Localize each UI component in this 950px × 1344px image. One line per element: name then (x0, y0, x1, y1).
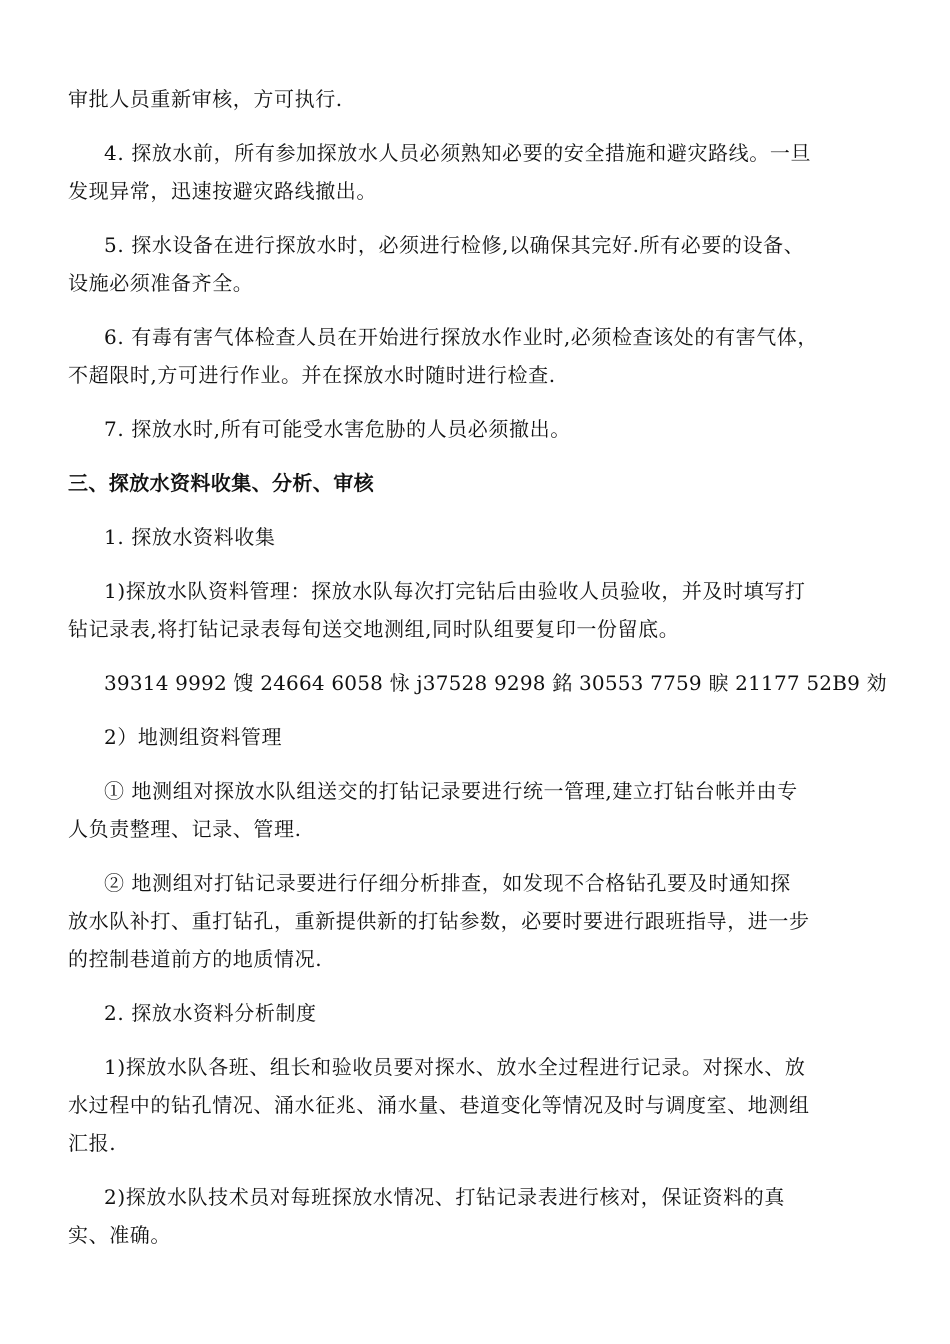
text-line: 实、准确。 (68, 1223, 171, 1247)
subsection-heading: 1. 探放水资料收集 (104, 525, 276, 549)
text-line: 汇报. (68, 1131, 117, 1155)
text-line: 发现异常，迅速按避灾路线撤出。 (68, 179, 377, 203)
text-line: 水过程中的钻孔情况、涌水征兆、涌水量、巷道变化等情况及时与调度室、地测组 (68, 1093, 810, 1117)
text-line: 1)探放水队各班、组长和验收员要对探水、放水全过程进行记录。对探水、放 (104, 1055, 806, 1079)
text-line: 人负责整理、记录、管理. (68, 817, 302, 841)
text-line: 2）地测组资料管理 (104, 725, 283, 749)
text-line: ① 地测组对探放水队组送交的打钻记录要进行统一管理,建立打钻台帐并由专 (104, 779, 798, 803)
subsection-heading: 2. 探放水资料分析制度 (104, 1001, 317, 1025)
section-heading: 三、探放水资料收集、分析、审核 (68, 471, 374, 495)
text-line: 5. 探水设备在进行探放水时，必须进行检修,以确保其完好.所有必要的设备、 (104, 233, 805, 257)
text-line: 7. 探放水时,所有可能受水害危胁的人员必须撤出。 (104, 417, 571, 441)
text-line: 钻记录表,将打钻记录表每旬送交地测组,同时队组要复印一份留底。 (68, 617, 680, 641)
text-line: ② 地测组对打钻记录要进行仔细分析排查，如发现不合格钻孔要及时通知探 (104, 871, 791, 895)
text-line: 2)探放水队技术员对每班探放水情况、打钻记录表进行核对，保证资料的真 (104, 1185, 785, 1209)
text-line: 审批人员重新审核，方可执行. (68, 87, 343, 111)
text-line: 的控制巷道前方的地质情况. (68, 947, 323, 971)
text-line: 不超限时,方可进行作业。并在探放水时随时进行检查. (68, 363, 556, 387)
text-line: 1)探放水队资料管理：探放水队每次打完钻后由验收人员验收，并及时填写打 (104, 579, 806, 603)
text-line: 4. 探放水前，所有参加探放水人员必须熟知必要的安全措施和避灾路线。一旦 (104, 141, 812, 165)
text-line: 6. 有毒有害气体检查人员在开始进行探放水作业时,必须检查该处的有害气体， (104, 325, 818, 349)
text-line: 设施必须准备齐全。 (68, 271, 254, 295)
text-line: 放水队补打、重打钻孔，重新提供新的打钻参数，必要时要进行跟班指导，进一步 (68, 909, 810, 933)
code-line: 39314 9992 馊 24664 6058 怺 j37528 9298 銘 30553 7759 睙 21177 52B9 効 (104, 671, 887, 695)
